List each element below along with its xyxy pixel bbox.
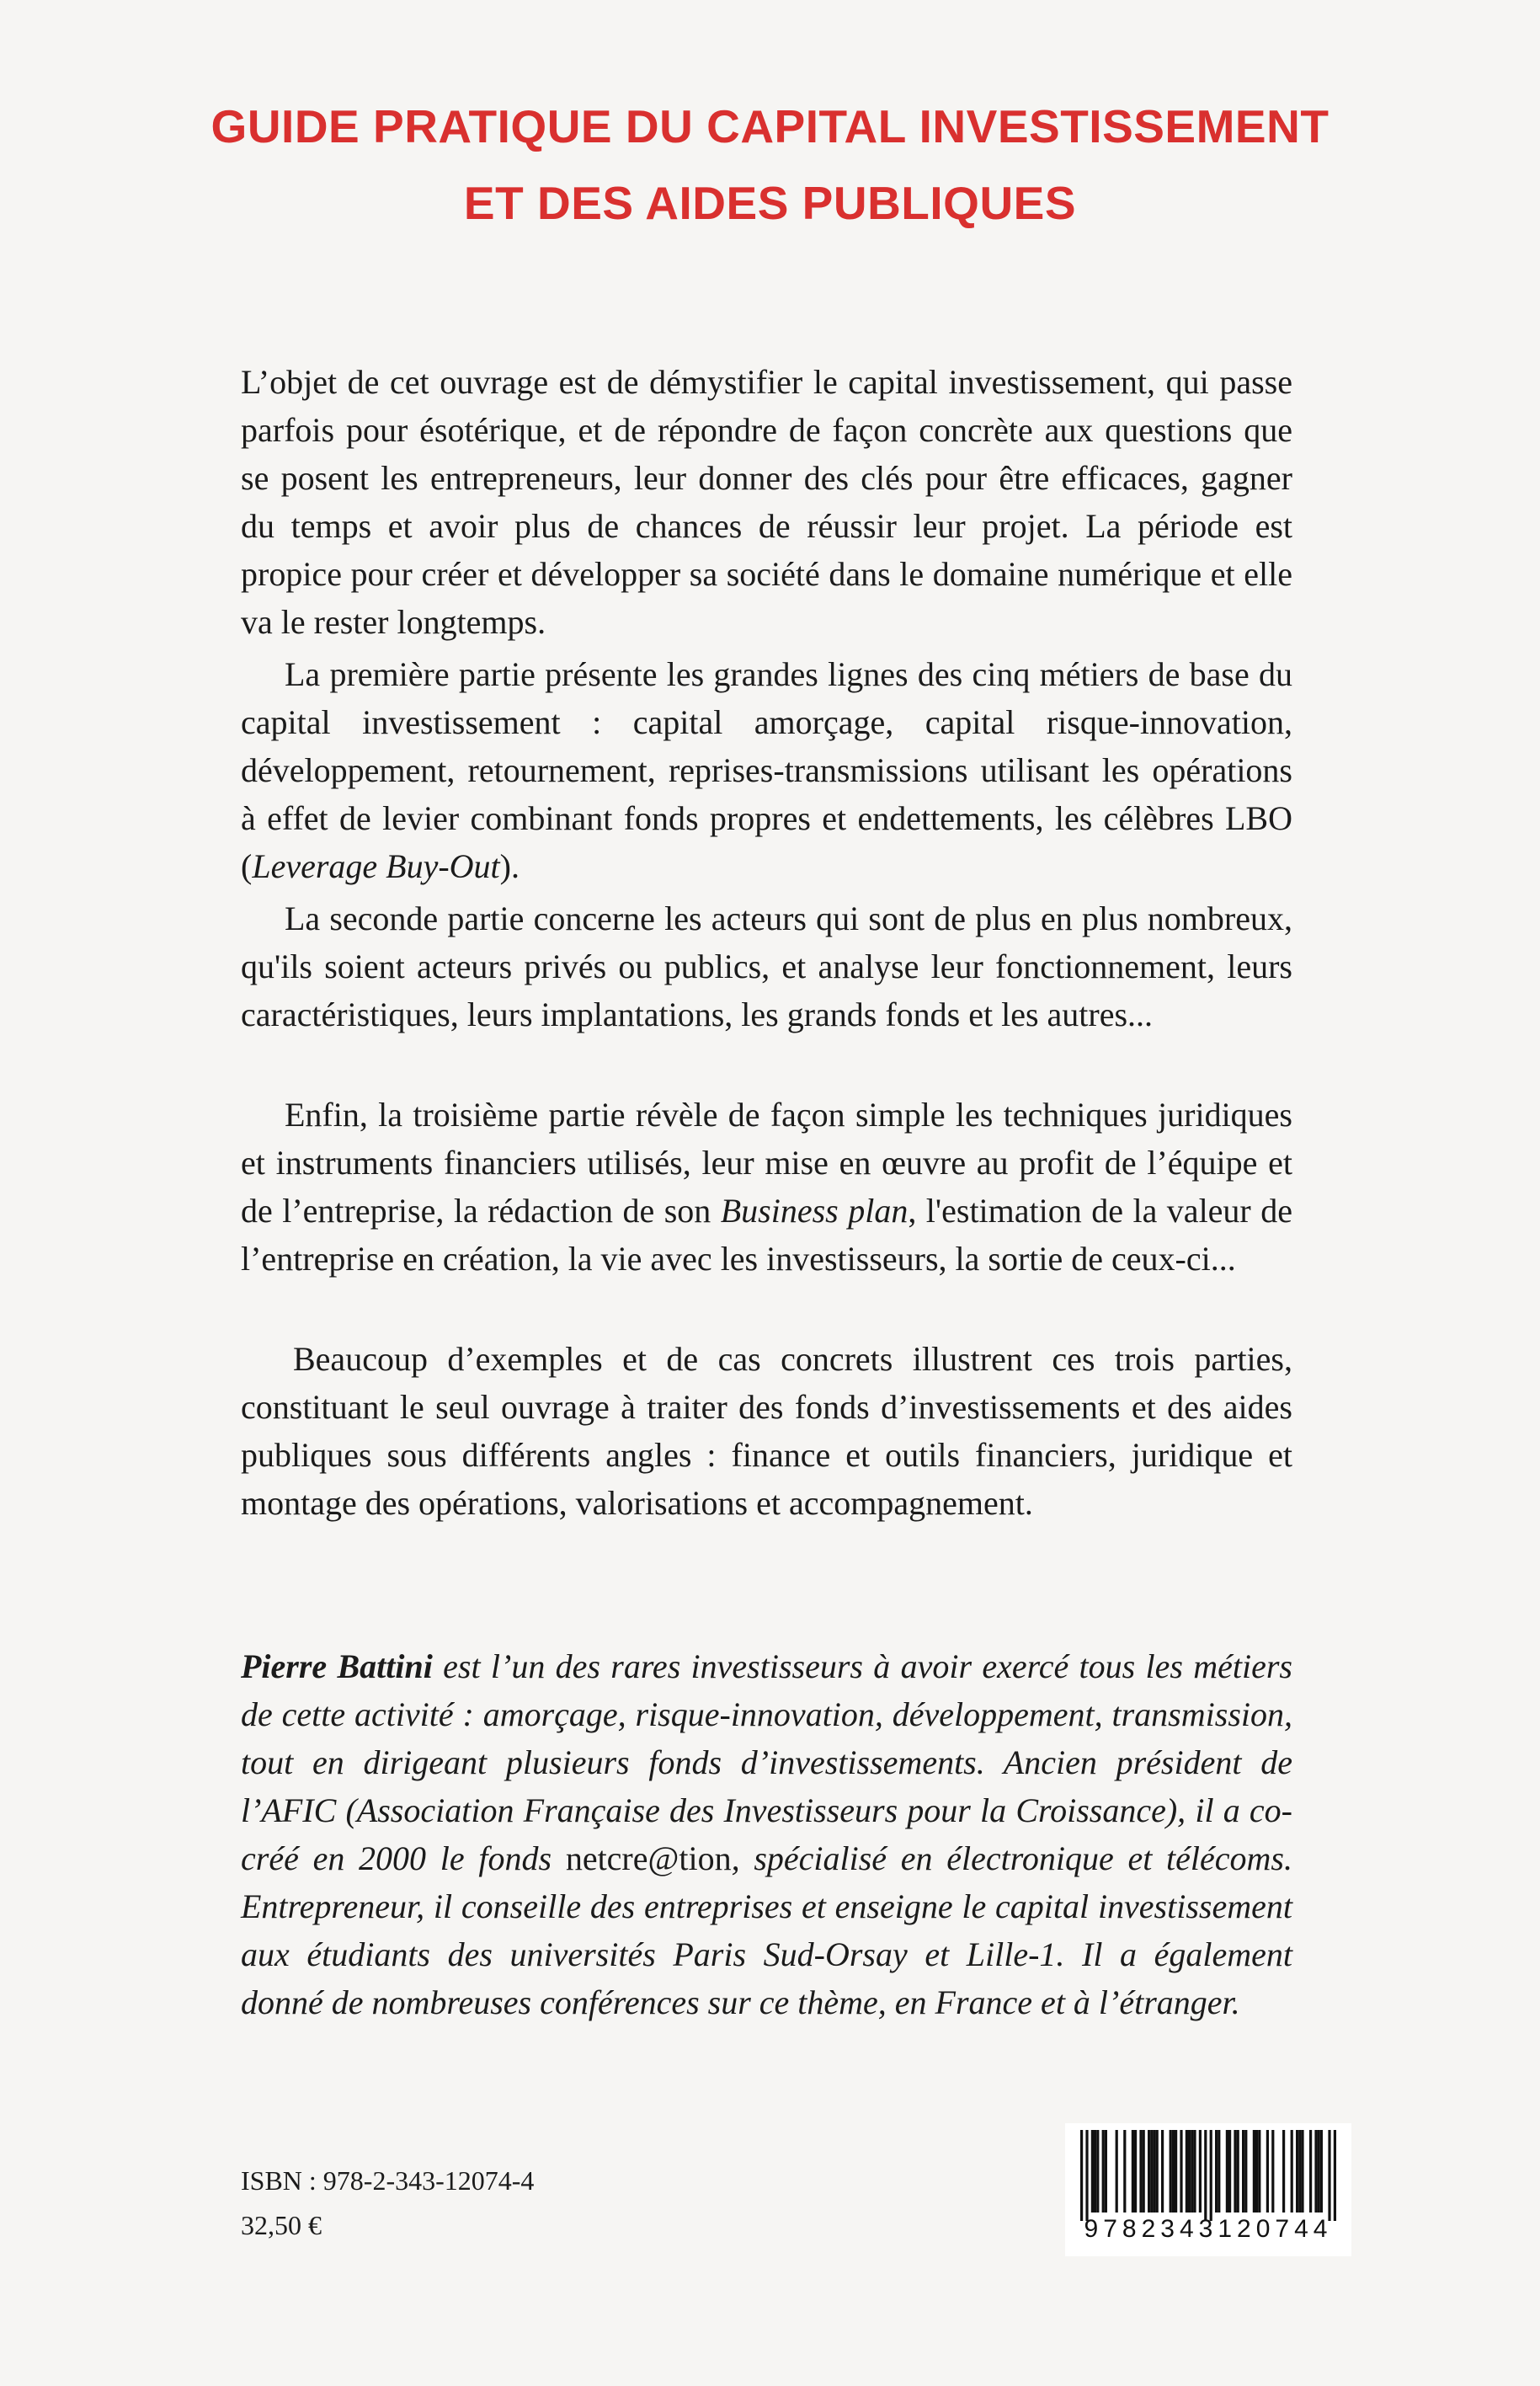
barcode-bar <box>1132 2130 1134 2213</box>
paragraph-part-one-text: La première partie présente les grandes lignes des cinq métiers de base du capital investissement : capital amorçage, capital risque-innovation, développement, retournement, reprises-transmissions utilisant les opérations à effet de levier combinant fonds propres et endettements, les célèbres LBO ( <box>241 655 1292 885</box>
barcode-bar <box>1193 2130 1196 2213</box>
barcode-bar <box>1170 2130 1172 2213</box>
barcode-bar <box>1334 2130 1336 2221</box>
barcode-bar <box>1116 2130 1118 2213</box>
barcode-bar <box>1180 2130 1182 2213</box>
barcode-bar <box>1318 2130 1320 2213</box>
barcode-bar <box>1282 2130 1285 2213</box>
barcode-digits: 9782343120744 <box>1084 2215 1333 2243</box>
barcode-bar <box>1296 2130 1298 2213</box>
barcode-bar <box>1199 2130 1202 2213</box>
leverage-buyout-term: Leverage Buy-Out <box>252 847 500 885</box>
barcode-bar <box>1266 2130 1269 2213</box>
barcode-bar <box>1320 2130 1323 2213</box>
paragraph-part-one-end: ). <box>499 847 520 885</box>
paragraph-part-three <box>241 1091 1292 1283</box>
author-bio-text-1: est l’un des rares investisseurs à avoir exercé tous les métiers de cette activité : amorçage, risque-innovation, développement, transmission, tout en dirigeant plusieurs fonds d’investissements. Ancien président de l’AFIC (Association Française des Investisseurs pour la Croissance), il a co-créé en 2000 le fonds <box>241 1647 1292 1877</box>
barcode-bar <box>1156 2130 1159 2213</box>
barcode-bar <box>1080 2130 1083 2221</box>
title-line-2: ET DES AIDES PUBLIQUES <box>463 177 1077 229</box>
isbn: ISBN : 978-2-343-12074-4 <box>241 2165 535 2196</box>
barcode-bar <box>1228 2130 1231 2213</box>
barcode-bar <box>1301 2130 1303 2213</box>
barcode-bar <box>1085 2130 1088 2221</box>
paragraph-part-three-end: , l'estimation de la valeur de l’entreprise en création, la vie avec les investisseurs, la sortie de ceux-ci... <box>241 1192 1292 1278</box>
paragraph-part-two-text: La seconde partie concerne les acteurs qui sont de plus en plus nombreux, qu'ils soient acteurs privés ou publics, et analyse leur fonctionnement, leurs caractéristiques, leurs implantations, les grands fonds et les autres... <box>241 899 1292 1033</box>
barcode-bar <box>1210 2130 1212 2221</box>
barcode-bar <box>1255 2130 1258 2213</box>
barcode-bar <box>1328 2130 1330 2221</box>
business-plan-term: Business plan <box>720 1192 909 1230</box>
author-bio-text-2: , spécialisé en électronique et télécoms. Entrepreneur, il conseille des entreprises et enseigne le capital investissement aux étudiants des universités Paris Sud-Orsay et Lille-1. Il a également donné de nombreuses conférences sur ce thème, en France et à l’étranger. <box>241 1839 1292 2021</box>
barcode-bar <box>1161 2130 1164 2213</box>
paragraph-part-three-text: Enfin, la troisième partie révèle de façon simple les techniques juridiques et instruments financiers utilisés, leur mise en œuvre au profit de l’équipe et de l’entreprise, la rédaction de son <box>241 1096 1292 1230</box>
barcode-bar <box>1191 2130 1193 2213</box>
barcode-bar <box>1175 2130 1177 2213</box>
barcode-bar <box>1253 2130 1255 2213</box>
barcode-bar <box>1186 2130 1188 2213</box>
barcode <box>1065 2123 1351 2256</box>
barcode-bar <box>1139 2130 1142 2213</box>
barcode-bar <box>1215 2130 1218 2213</box>
barcode-bar <box>1143 2130 1145 2213</box>
author-bio <box>241 1642 1292 2026</box>
barcode-bar <box>1314 2130 1317 2213</box>
barcode-bar <box>1291 2130 1293 2213</box>
paragraph-summary <box>241 1335 1292 1527</box>
barcode-bar <box>1244 2130 1247 2213</box>
author-name: Pierre Battini <box>241 1647 433 1685</box>
barcode-bar <box>1242 2130 1244 2213</box>
barcode-bar <box>1148 2130 1150 2213</box>
paragraph-intro-text: L’objet de cet ouvrage est de démystifier le capital investissement, qui passe parfois pour ésotérique, et de répondre de façon concrète aux questions que se posent les entrepreneurs, leur donner des clés pour être efficaces, gagner du temps et avoir plus de chances de réussir leur projet. La période est propice pour créer et développer sa société dans le domaine numérique et elle va le rester longtemps. <box>241 363 1292 641</box>
paragraph-intro <box>241 358 1292 646</box>
paragraph-part-one <box>241 650 1292 890</box>
paragraph-part-two <box>241 894 1292 1038</box>
barcode-bar <box>1123 2130 1126 2213</box>
barcode-bar <box>1153 2130 1155 2213</box>
barcode-bar <box>1096 2130 1099 2213</box>
barcode-bar <box>1102 2130 1105 2213</box>
paragraph-summary-text: Beaucoup d’exemples et de cas concrets illustrent ces trois parties, constituant le seul ouvrage à traiter des fonds d’investissements et des aides publiques sous différents angles : finance et outils financiers, juridique et montage des opérations, valorisations et accompagnement. <box>241 1340 1292 1522</box>
barcode-bar <box>1258 2130 1260 2213</box>
barcode-bar <box>1091 2130 1094 2213</box>
barcode-bar <box>1237 2130 1239 2213</box>
barcode-bar <box>1309 2130 1312 2213</box>
barcode-bar <box>1226 2130 1228 2213</box>
barcode-bar <box>1094 2130 1096 2213</box>
barcode-bar <box>1134 2130 1137 2213</box>
barcode-bar <box>1204 2130 1207 2221</box>
barcode-bar <box>1172 2130 1175 2213</box>
barcode-bar <box>1150 2130 1153 2213</box>
barcode-bar <box>1188 2130 1191 2213</box>
barcode-bar <box>1105 2130 1107 2213</box>
barcode-bar <box>1218 2130 1220 2213</box>
barcode-bar <box>1271 2130 1274 2213</box>
title-line-1: GUIDE PRATIQUE DU CAPITAL INVESTISSEMENT <box>210 100 1330 152</box>
price: 32,50 € <box>241 2210 322 2240</box>
barcode-bar <box>1234 2130 1236 2213</box>
fund-name: netcre@tion <box>565 1839 732 1877</box>
barcode-bar <box>1298 2130 1301 2213</box>
